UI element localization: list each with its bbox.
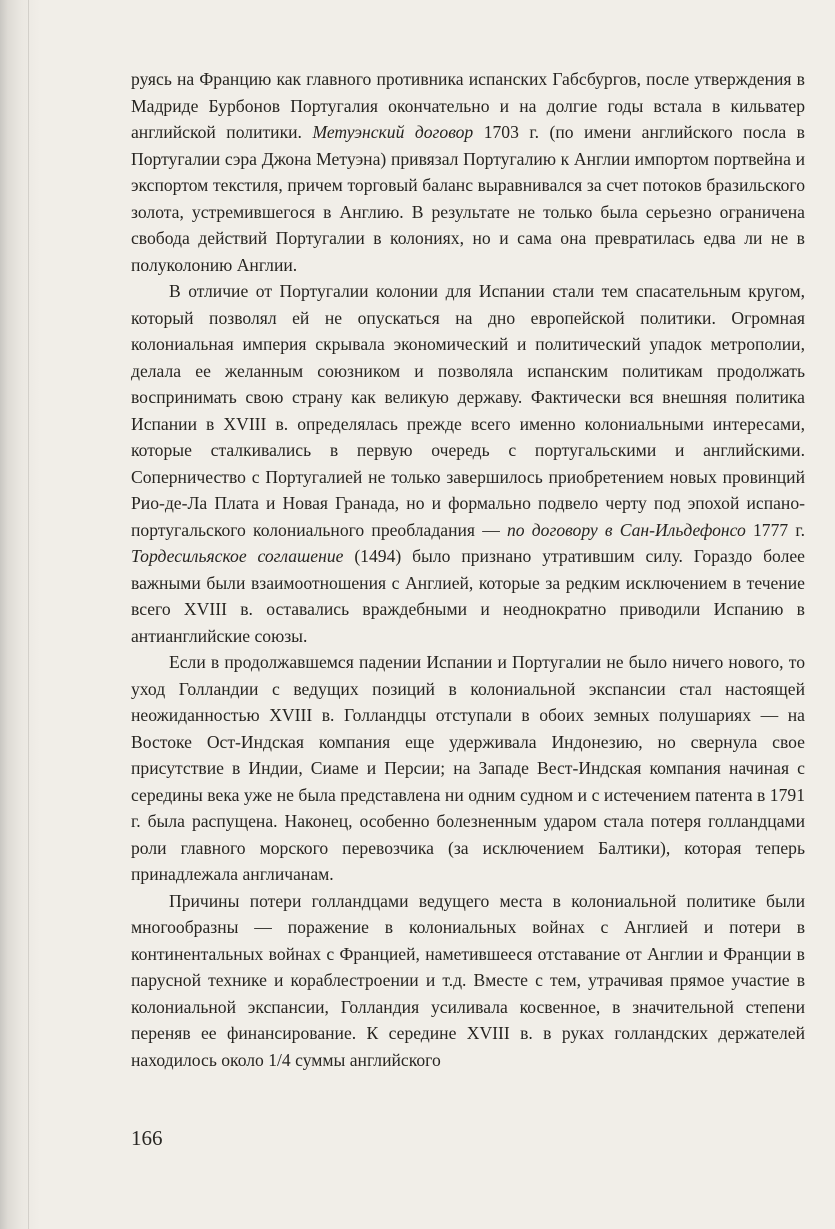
binding-shadow: [0, 0, 40, 1229]
paragraph-4: [131, 888, 805, 1074]
text-segment: 1703 г. (по имени английского посла в Португалии сэра Джона Метуэна) привязал Португалию к Англии импортом портвейна и экспортом текстиля, причем торговый баланс выравнивался за счет потоков бразильского золота, устремившегося в Англию. В результате не только была серьезно ограничена свобода действий Португалии в колониях, но и сама она превратилась едва ли не в полуколонию Англии.: [131, 122, 805, 275]
text-segment: Если в продолжавшемся падении Испании и Португалии не было ничего нового, то уход Голландии с ведущих позиций в колониальной экспансии стал настоящей неожиданностью XVIII в. Голландцы отступали в обоих земных полушариях — на Востоке Ост-Индская компания еще удерживала Индонезию, но свернула свое присутствие в Индии, Сиаме и Персии; на Западе Вест-Индская компания начиная с середины века уже не была представлена ни одним судном и с истечением патента в 1791 г. была распущена. Наконец, особенно болезненным ударом стала потеря голландцами роли главного морского перевозчика (за исключением Балтики), которая теперь принадлежала англичанам.: [131, 652, 805, 884]
text-segment: Причины потери голландцами ведущего места в колониальной политике были многообразны — поражение в колониальных войнах с Англией и потери в континентальных войнах с Францией, наметившееся отставание от Англии и Франции в парусной технике и кораблестроении и т.д. Вместе с тем, утрачивая прямое участие в колониальной экспансии, Голландия усиливала косвенное, в значительной степени переняв ее финансирование. К середине XVIII в. в руках голландских держателей находилось около 1/4 суммы английского: [131, 890, 805, 1070]
page-number: 166: [131, 1126, 163, 1150]
paragraph-1: [131, 66, 805, 278]
italic-term-methuen-treaty: Метуэнский договор: [312, 122, 474, 142]
italic-term-tordesillas-agreement: Тордесильяское соглашение: [131, 546, 344, 566]
italic-term-san-ildefonso-treaty: по договору в Сан-Ильдефонсо: [507, 519, 746, 540]
paragraph-2: [131, 278, 805, 649]
text-segment: В отличие от Португалии колонии для Испании стали тем спасательным кругом, который позволял ей не опускаться на дно европейской политики. Огромная колониальная империя скрывала экономический и политический упадок метрополии, делала ее желанным союзником и позволяла испанским политикам продолжать воспринимать свою страну как великую державу. Фактически вся внешняя политика Испании в XVIII в. определялась прежде всего именно колониальными интересами, которые сталкивались в первую очередь с португальскими и английскими. Соперничество с Португалией не только завершилось приобретением новых провинций Рио-де-Ла Плата и Новая Гранада, но и формально подвело черту под эпохой испано-португальского колониального преобладания —: [131, 281, 805, 540]
binding-line: [28, 0, 29, 1229]
body-text: [131, 66, 805, 1073]
text-segment: 1777 г.: [745, 519, 805, 540]
text-segment: (1494) было признано утратившим силу. Гораздо более важными были взаимоотношения с Англией, которые за редким исключением в течение всего XVIII в. оставались враждебными и неоднократно приводили Испанию в антианглийские союзы.: [131, 546, 805, 646]
paragraph-3: [131, 649, 805, 888]
text-segment: руясь на Францию как главного противника испанских Габсбургов, после утверждения в Мадриде Бурбонов Португалия окончательно и на долгие годы встала в кильватер английской политики.: [131, 69, 805, 142]
